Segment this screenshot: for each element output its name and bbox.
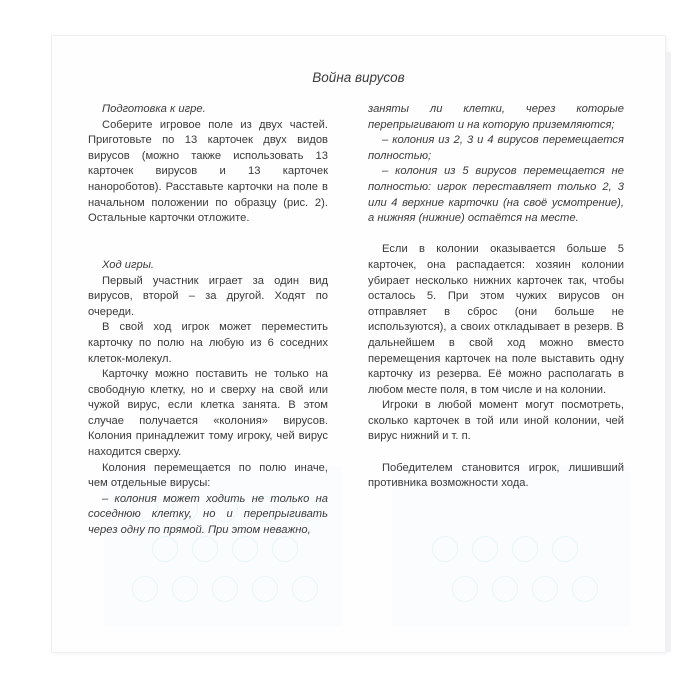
board-cell	[532, 576, 558, 602]
paragraph-colony-move: Колония перемещается по полю иначе, чем отдельные вирусы:	[88, 461, 328, 490]
right-column	[368, 102, 624, 492]
board-cell	[512, 536, 538, 562]
board-cell	[132, 576, 158, 602]
board-cell	[232, 536, 258, 562]
board-cell	[212, 576, 238, 602]
rule-colony-small: – колония из 2, 3 и 4 вирусов перемещается полностью;	[368, 134, 624, 162]
instruction-sheet	[52, 36, 665, 652]
paragraph-preparation: Соберите игровое поле из двух частей. Приготовьте по 13 карточек двух видов вирусов (можно также использовать 13 карточек вирусов и 13 карточек нанороботов). Расставьте карточки на поле в начальном положении по образцу (рис. 2). Остальные карточки отложите.	[88, 118, 328, 225]
board-cell	[492, 576, 518, 602]
board-cell	[452, 576, 478, 602]
board-cell	[472, 536, 498, 562]
board-cell	[552, 536, 578, 562]
board-cell	[272, 536, 298, 562]
rule-colony-five: – колония из 5 вирусов перемещается не полностью: игрок переставляет только 2, 3 или 4 верхние карточки (на своё усмотрение), а нижняя (нижние) остаётся на месте.	[368, 165, 624, 225]
paragraph-inspect: Игроки в любой момент могут посмотреть, сколько карточек в той или иной колонии, чей вирус нижний и т. п.	[368, 399, 624, 443]
board-cell	[572, 576, 598, 602]
paragraph-colony: Карточку можно поставить не только на свободную клетку, но и сверху на свой или чужой вирус, если клетка занята. В этом случае получается «колония» вирусов. Колония принадлежит тому игроку, чей вирус находится сверху.	[88, 368, 328, 459]
board-cell	[172, 576, 198, 602]
page-title: Война вирусов	[312, 70, 405, 85]
paragraph-winner: Победителем становится игрок, лишивший противника возможности хода.	[368, 461, 624, 490]
board-cell	[192, 536, 218, 562]
sheet-edge	[665, 52, 671, 652]
board-cell	[292, 576, 318, 602]
board-cell	[252, 576, 278, 602]
board-cell	[432, 536, 458, 562]
section-heading-gameplay: Ход игры.	[102, 258, 155, 271]
section-heading-preparation: Подготовка к игре.	[102, 103, 206, 115]
paragraph-players: Первый участник играет за один вид вирусов, второй – за другой. Ходят по очереди.	[88, 274, 328, 318]
paragraph-move: В свой ход игрок может переместить карточку по полю на любую из 6 соседних клеток-молекул.	[88, 321, 328, 365]
paragraph-jump-continued: заняты ли клетки, через которые перепрыгивают и на которую приземляются;	[368, 103, 624, 131]
left-column	[88, 102, 328, 539]
board-cell	[152, 536, 178, 562]
paragraph-colony-jump: – колония может ходить не только на соседнюю клетку, но и перепрыгивать через одну по прямой. При этом неважно,	[88, 492, 328, 537]
paragraph-colony-split: Если в колонии оказывается больше 5 карточек, она распадается: хозяин колонии убирает несколько нижних карточек так, чтобы осталось 5. При этом чужих вирусов он отправляет в сброс (они больше не используются), а своих откладывает в резерв. В дальнейшем в свой ход можно вместо перемещения карточек на поле выставить одну карточку из резерва. Её можно располагать в любом месте поля, в том числе и на колонии.	[368, 243, 624, 396]
